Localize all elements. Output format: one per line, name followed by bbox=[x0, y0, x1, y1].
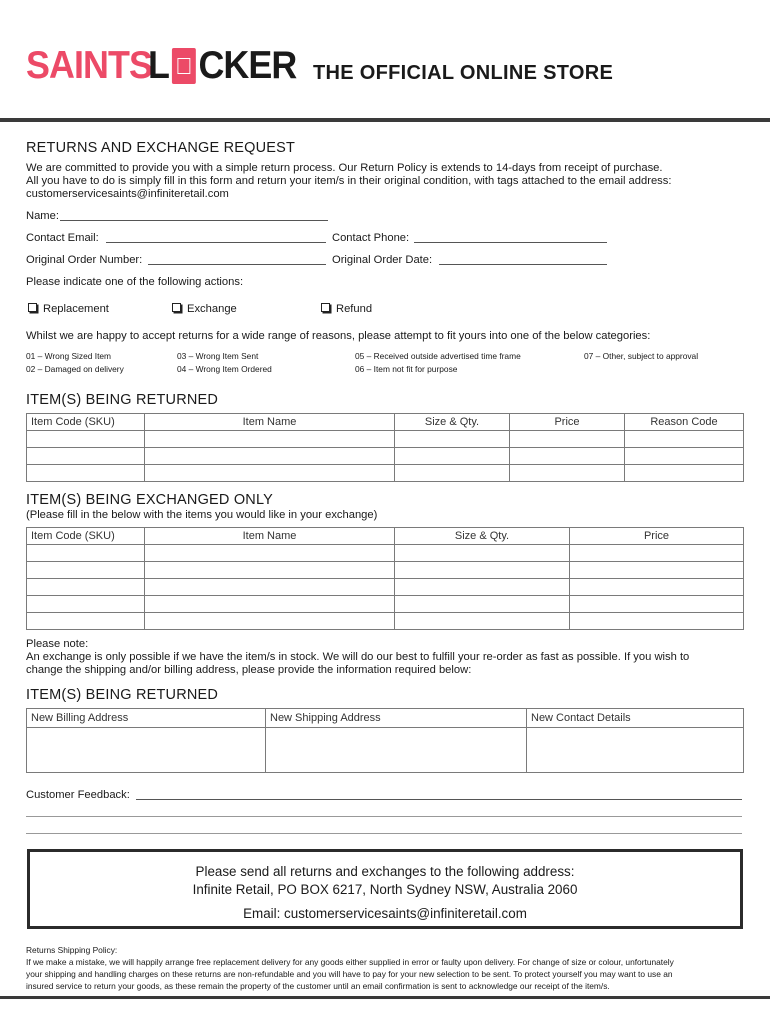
reason-code-04: 04 – Wrong Item Ordered bbox=[177, 364, 272, 374]
logo-letter-l: L bbox=[148, 44, 170, 87]
checkbox-refund[interactable] bbox=[321, 303, 330, 312]
note-line-1: An exchange is only possible if we have the item/s in stock. We will do our best to fulfill your re-order as fast as possible. If you wish to bbox=[26, 651, 690, 663]
table-row[interactable] bbox=[27, 431, 744, 448]
form-title: RETURNS AND EXCHANGE REQUEST bbox=[26, 140, 296, 156]
contact-details-cell[interactable] bbox=[527, 728, 744, 773]
store-title: THE OFFICIAL ONLINE STORE bbox=[313, 62, 614, 84]
col-item-name: Item Name bbox=[145, 414, 395, 431]
email-field[interactable] bbox=[106, 242, 326, 243]
note-line-2: change the shipping and/or billing address, please provide the information required below: bbox=[26, 664, 472, 676]
intro-text bbox=[26, 162, 756, 201]
address-section-title: ITEM(S) BEING RETURNED bbox=[26, 687, 219, 703]
action-exchange[interactable] bbox=[172, 303, 237, 316]
name-field[interactable] bbox=[60, 220, 328, 221]
col-shipping-address: New Shipping Address bbox=[266, 709, 527, 728]
send-line-1: Please send all returns and exchanges to the following address: bbox=[195, 864, 575, 879]
policy-line-2: your shipping and handling charges on these returns are non-refundable and you will have to pay for your new selection to be sent. To protect yourself you may want to use an bbox=[26, 969, 673, 979]
action-refund-label: Refund bbox=[336, 303, 373, 315]
categories-prompt: Whilst we are happy to accept returns for a wide range of reasons, please attempt to fit yours into one of the below categories: bbox=[26, 330, 651, 342]
intro-line-3: customerservicesaints@infiniteretail.com bbox=[26, 188, 229, 200]
phone-field[interactable] bbox=[414, 242, 607, 243]
table-row[interactable] bbox=[27, 465, 744, 482]
table-row[interactable] bbox=[27, 545, 744, 562]
table-row[interactable] bbox=[27, 613, 744, 630]
logo-saints-text: SAINTS bbox=[26, 44, 153, 87]
exchanged-items-table bbox=[26, 527, 744, 630]
logo-locker-text bbox=[148, 46, 296, 85]
order-number-field[interactable] bbox=[148, 264, 326, 265]
billing-address-cell[interactable] bbox=[27, 728, 266, 773]
col-size-qty: Size & Qty. bbox=[395, 528, 570, 545]
table-header-row bbox=[27, 414, 744, 431]
returned-items-table bbox=[26, 413, 744, 482]
logo-letters-cker: CKER bbox=[198, 44, 297, 87]
phone-label: Contact Phone: bbox=[332, 232, 410, 244]
checkbox-exchange[interactable] bbox=[172, 303, 181, 312]
action-exchange-label: Exchange bbox=[187, 303, 237, 315]
table-row[interactable] bbox=[27, 728, 744, 773]
table-row[interactable] bbox=[27, 579, 744, 596]
intro-line-2: All you have to do is simply fill in this form and return your item/s in their original condition, with tags attached to the email address: bbox=[26, 175, 672, 187]
policy-line-1: If we make a mistake, we will happily arrange free replacement delivery for any goods either supplied in error or faulty upon delivery. For change of size or colour, unfortunately bbox=[26, 957, 674, 967]
address-table bbox=[26, 708, 744, 773]
col-price: Price bbox=[570, 528, 744, 545]
reason-code-06: 06 – Item not fit for purpose bbox=[355, 364, 458, 374]
table-header-row bbox=[27, 528, 744, 545]
footer-divider bbox=[0, 996, 770, 999]
action-refund[interactable] bbox=[321, 303, 372, 316]
note-block bbox=[26, 638, 756, 677]
col-reason-code: Reason Code bbox=[625, 414, 744, 431]
locker-icon bbox=[172, 48, 196, 84]
email-label: Contact Email: bbox=[26, 232, 99, 244]
policy-line-3: insured service to return your goods, as these remain the property of the customer until an email confirmation is sent to acknowledge our receipt of the item/s. bbox=[26, 981, 610, 991]
send-email: Email: customerservicesaints@infiniteretail.com bbox=[243, 906, 527, 921]
col-item-name: Item Name bbox=[145, 528, 395, 545]
intro-line-1: We are committed to provide you with a simple return process. Our Return Policy is extends to 14-days from receipt of purchase. bbox=[26, 162, 663, 174]
return-address-box bbox=[27, 849, 743, 929]
col-price: Price bbox=[510, 414, 625, 431]
send-line-2: Infinite Retail, PO BOX 6217, North Sydney NSW, Australia 2060 bbox=[192, 882, 578, 897]
col-contact-details: New Contact Details bbox=[527, 709, 744, 728]
shipping-address-cell[interactable] bbox=[266, 728, 527, 773]
table-row[interactable] bbox=[27, 596, 744, 613]
col-item-code: Item Code (SKU) bbox=[27, 528, 145, 545]
col-item-code: Item Code (SKU) bbox=[27, 414, 145, 431]
note-label: Please note: bbox=[26, 638, 89, 650]
policy-title: Returns Shipping Policy: bbox=[26, 945, 118, 955]
table-row[interactable] bbox=[27, 562, 744, 579]
feedback-line-1[interactable] bbox=[136, 799, 742, 800]
policy-block bbox=[26, 944, 756, 992]
order-date-label: Original Order Date: bbox=[332, 254, 433, 266]
reason-code-02: 02 – Damaged on delivery bbox=[26, 364, 124, 374]
reason-code-05: 05 – Received outside advertised time frame bbox=[355, 351, 521, 361]
header-divider bbox=[0, 118, 770, 122]
returned-section-title: ITEM(S) BEING RETURNED bbox=[26, 392, 219, 408]
actions-prompt: Please indicate one of the following actions: bbox=[26, 276, 244, 288]
exchanged-subtitle: (Please fill in the below with the items you would like in your exchange) bbox=[26, 509, 378, 521]
col-size-qty: Size & Qty. bbox=[395, 414, 510, 431]
order-date-field[interactable] bbox=[439, 264, 607, 265]
feedback-label: Customer Feedback: bbox=[26, 789, 130, 801]
reason-code-03: 03 – Wrong Item Sent bbox=[177, 351, 259, 361]
checkbox-replacement[interactable] bbox=[28, 303, 37, 312]
order-number-label: Original Order Number: bbox=[26, 254, 143, 266]
feedback-line-2[interactable] bbox=[26, 816, 742, 817]
table-header-row bbox=[27, 709, 744, 728]
col-billing-address: New Billing Address bbox=[27, 709, 266, 728]
table-row[interactable] bbox=[27, 448, 744, 465]
name-label: Name: bbox=[26, 210, 59, 222]
reason-code-01: 01 – Wrong Sized Item bbox=[26, 351, 112, 361]
reason-code-07: 07 – Other, subject to approval bbox=[584, 351, 699, 361]
feedback-line-3[interactable] bbox=[26, 833, 742, 834]
action-replacement[interactable] bbox=[28, 303, 109, 316]
exchanged-section-title: ITEM(S) BEING EXCHANGED ONLY bbox=[26, 492, 274, 508]
action-replacement-label: Replacement bbox=[43, 303, 109, 315]
